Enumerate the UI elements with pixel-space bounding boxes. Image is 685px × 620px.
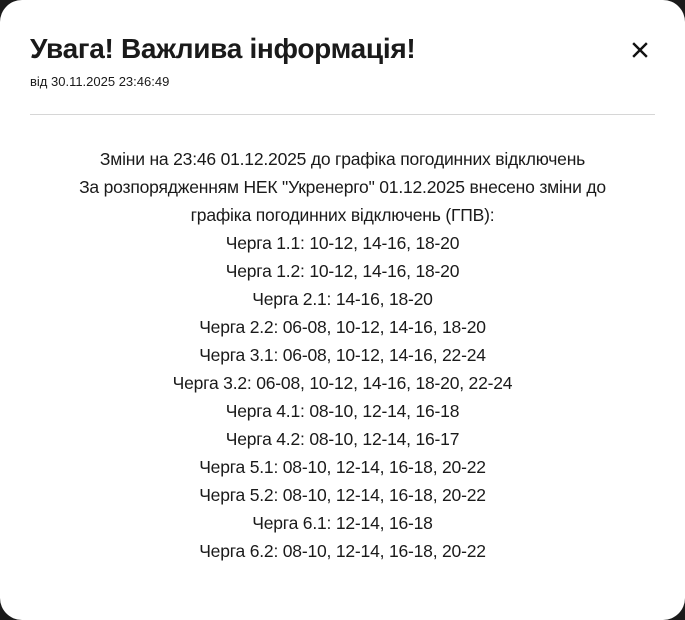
queue-line: Черга 6.1: 12-14, 16-18 <box>252 513 433 533</box>
queue-line: Черга 2.1: 14-16, 18-20 <box>252 289 433 309</box>
close-icon <box>628 38 652 62</box>
queue-line: Черга 3.2: 06-08, 10-12, 14-16, 18-20, 22-24 <box>172 373 513 393</box>
modal-title: Увага! Важлива інформація! <box>30 33 416 64</box>
message-intro-line: За розпорядженням НЕК "Укренерго" 01.12.2025 внесено зміни до <box>79 177 606 197</box>
queue-line: Черга 2.2: 06-08, 10-12, 14-16, 18-20 <box>199 317 486 337</box>
modal-body <box>0 145 685 565</box>
queue-line: Черга 1.2: 10-12, 14-16, 18-20 <box>225 261 460 281</box>
queue-line: Черга 6.2: 08-10, 12-14, 16-18, 20-22 <box>199 541 486 561</box>
modal-date: від 30.11.2025 23:46:49 <box>30 74 170 89</box>
message-heading: Зміни на 23:46 01.12.2025 до графіка погодинних відключень <box>99 149 586 169</box>
queue-line: Черга 4.2: 08-10, 12-14, 16-17 <box>225 429 460 449</box>
queue-line: Черга 5.2: 08-10, 12-14, 16-18, 20-22 <box>199 485 486 505</box>
queue-line: Черга 5.1: 08-10, 12-14, 16-18, 20-22 <box>199 457 486 477</box>
close-button[interactable] <box>628 38 652 62</box>
queue-line: Черга 1.1: 10-12, 14-16, 18-20 <box>225 233 460 253</box>
message-intro-line: графіка погодинних відключень (ГПВ): <box>190 205 495 225</box>
queue-line: Черга 3.1: 06-08, 10-12, 14-16, 22-24 <box>199 345 486 365</box>
queue-line: Черга 4.1: 08-10, 12-14, 16-18 <box>225 401 460 421</box>
divider <box>30 114 655 115</box>
